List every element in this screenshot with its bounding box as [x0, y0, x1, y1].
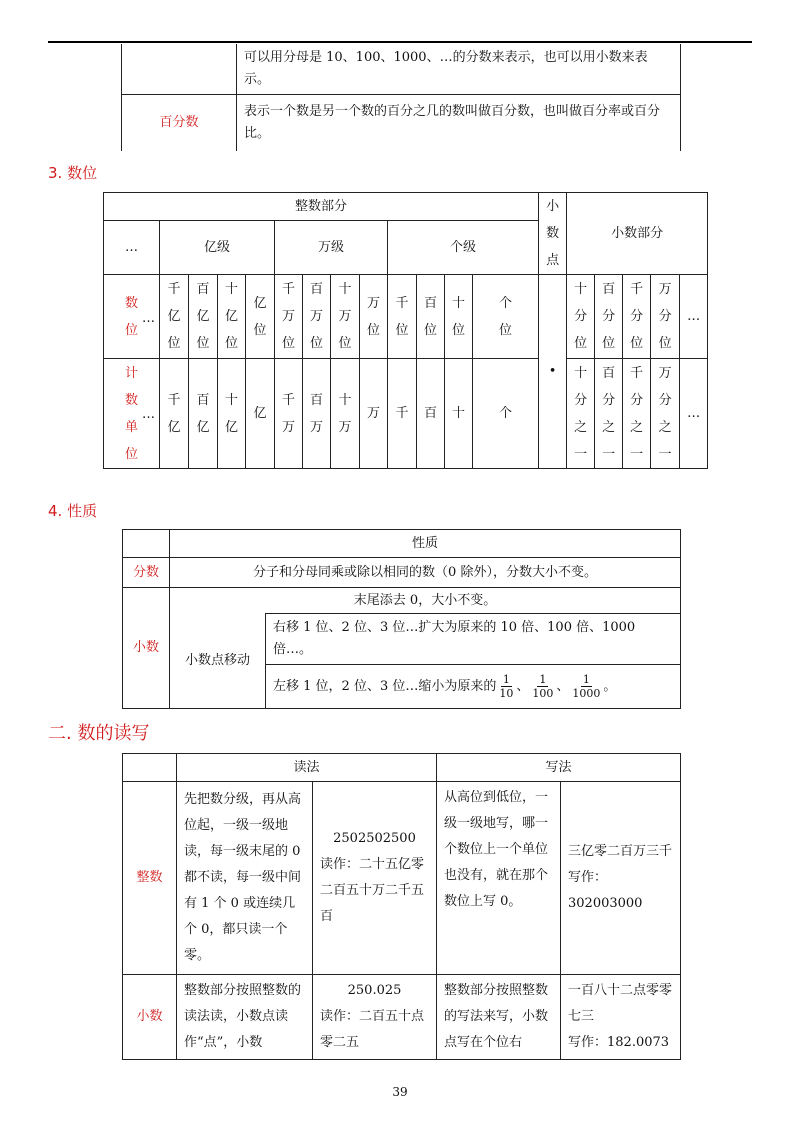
section-title-read-write: 二. 数的读写 [48, 723, 150, 744]
decimal-definition-text: 可以用分母是 10、100、1000、…的分数来表示，也可以用小数来表示。 [237, 44, 681, 95]
table-row [123, 588, 681, 614]
place-qianwan: 千 万 位 [275, 275, 303, 359]
table-row [104, 359, 708, 469]
decimal-label: 小数 [123, 975, 177, 1060]
read-write-table [122, 753, 681, 1060]
place-baifen: 百 分 位 [595, 275, 623, 359]
empty-cell [123, 530, 170, 558]
percent-label: 百分数 [122, 95, 237, 151]
unit-wan: 万 [360, 359, 388, 469]
decimal-read-rule: 整数部分按照整数的读法读，小数点读作“点”，小数 [177, 975, 313, 1060]
table-row [104, 193, 708, 221]
place-qianyi: 千 亿 位 [160, 275, 189, 359]
ellipsis: … [680, 275, 708, 359]
decimal-point-header: 小 数 点 [539, 193, 567, 275]
ellipsis: … [142, 407, 155, 422]
place-shiwan: 十 万 位 [331, 275, 360, 359]
unit-qian: 千 [388, 359, 417, 469]
fraction-one-tenth: $\frac{1}{10}$ [499, 673, 514, 700]
place-yi: 亿 位 [246, 275, 275, 359]
decimal-part-header: 小数部分 [567, 193, 708, 275]
decimal-label: 小数 [123, 588, 170, 709]
unit-shiwan: 十 万 [331, 359, 360, 469]
unit-bai: 百 [417, 359, 445, 469]
point-move-label: 小数点移动 [170, 614, 266, 709]
unit-qianwan: 千 万 [275, 359, 303, 469]
fraction-property: 分子和分母同乘或除以相同的数（0 除外），分数大小不变。 [170, 558, 681, 588]
empty-cell [123, 754, 177, 782]
place-wan: 万 位 [360, 275, 388, 359]
decimal-write-example: 一百八十二点零零七三 写作：182.0073 [561, 975, 681, 1060]
table-row [122, 95, 681, 151]
properties-header: 性质 [170, 530, 681, 558]
integer-read-rule: 先把数分级，再从高位起，一级一级地读，每一级末尾的 0 都不读，每一级中间有 1 个 0 或连续几个 0，都只读一个零。 [177, 782, 313, 975]
place-baiwan: 百 万 位 [303, 275, 331, 359]
unit-shifen: 十 分 之 一 [567, 359, 595, 469]
ge-level: 个级 [388, 221, 539, 275]
place-value-table [103, 192, 708, 469]
percent-definition-text: 表示一个数是另一个数的百分之几的数叫做百分数，也叫做百分率或百分比。 [237, 95, 681, 151]
place-shiyi: 十 亿 位 [218, 275, 246, 359]
row-label-counting-unit: 计 数 单 位 … [104, 359, 160, 469]
decimal-point-dot: • [539, 275, 567, 469]
unit-yi: 亿 [246, 359, 275, 469]
page-number: 39 [392, 1085, 408, 1099]
fraction-label: 分数 [123, 558, 170, 588]
table-row [122, 44, 681, 95]
integer-part-header: 整数部分 [104, 193, 539, 221]
table-row [123, 530, 681, 558]
unit-shiyi: 十 亿 [218, 359, 246, 469]
place-ge: 个 位 [473, 275, 539, 359]
place-qianfen: 千 分 位 [623, 275, 651, 359]
integer-read-example: 2502502500 读作：二十五亿零二百五十万二千五百 [313, 782, 437, 975]
fraction-one-thousandth: $\frac{1}{1000}$ [572, 673, 601, 700]
table-row [104, 275, 708, 359]
unit-shi: 十 [445, 359, 473, 469]
table-row [123, 614, 681, 665]
section-title-place-value: 3. 数位 [48, 164, 98, 182]
table-row [123, 782, 681, 975]
place-qian: 千 位 [388, 275, 417, 359]
table-row [123, 558, 681, 588]
write-header: 写法 [437, 754, 681, 782]
place-shifen: 十 分 位 [567, 275, 595, 359]
decimal-write-rule: 整数部分按照整数的写法来写，小数点写在个位右 [437, 975, 561, 1060]
place-bai: 百 位 [417, 275, 445, 359]
wan-level: 万级 [275, 221, 388, 275]
definition-table [121, 44, 681, 151]
integer-label: 整数 [123, 782, 177, 975]
row-label-place: 数 位 … [104, 275, 160, 359]
unit-wanfen: 万 分 之 一 [651, 359, 680, 469]
table-row [123, 975, 681, 1060]
place-shi: 十 位 [445, 275, 473, 359]
ellipsis: … [142, 311, 155, 326]
unit-baiyi: 百 亿 [189, 359, 218, 469]
unit-ge: 个 [473, 359, 539, 469]
unit-baifen: 百 分 之 一 [595, 359, 623, 469]
read-header: 读法 [177, 754, 437, 782]
yi-level: 亿级 [160, 221, 275, 275]
unit-qianyi: 千 亿 [160, 359, 189, 469]
unit-qianfen: 千 分 之 一 [623, 359, 651, 469]
top-rule [48, 41, 752, 43]
move-left-rule: 左移 1 位，2 位、3 位…缩小为原来的 $\frac{1}{10}$ 、 $\frac{1}{100}$ 、 $\frac{1}{1000}$ 。 [266, 665, 681, 709]
decimal-trailing-zero: 末尾添去 0，大小不变。 [170, 588, 681, 614]
place-baiyi: 百 亿 位 [189, 275, 218, 359]
fraction-one-hundredth: $\frac{1}{100}$ [532, 673, 554, 700]
integer-write-example: 三亿零二百万三千 写作：302003000 [561, 782, 681, 975]
properties-table [122, 529, 681, 709]
ellipsis: … [104, 221, 160, 275]
section-title-properties: 4. 性质 [48, 502, 98, 520]
ellipsis: … [680, 359, 708, 469]
integer-write-rule: 从高位到低位，一级一级地写，哪一个数位上一个单位也没有，就在那个数位上写 0。 [437, 782, 561, 975]
empty-cell [122, 44, 237, 95]
table-row [123, 754, 681, 782]
move-right-rule: 右移 1 位、2 位、3 位…扩大为原来的 10 倍、100 倍、1000 倍…。 [266, 614, 681, 665]
unit-baiwan: 百 万 [303, 359, 331, 469]
place-wanfen: 万 分 位 [651, 275, 680, 359]
decimal-read-example: 250.025 读作：二百五十点零二五 [313, 975, 437, 1060]
